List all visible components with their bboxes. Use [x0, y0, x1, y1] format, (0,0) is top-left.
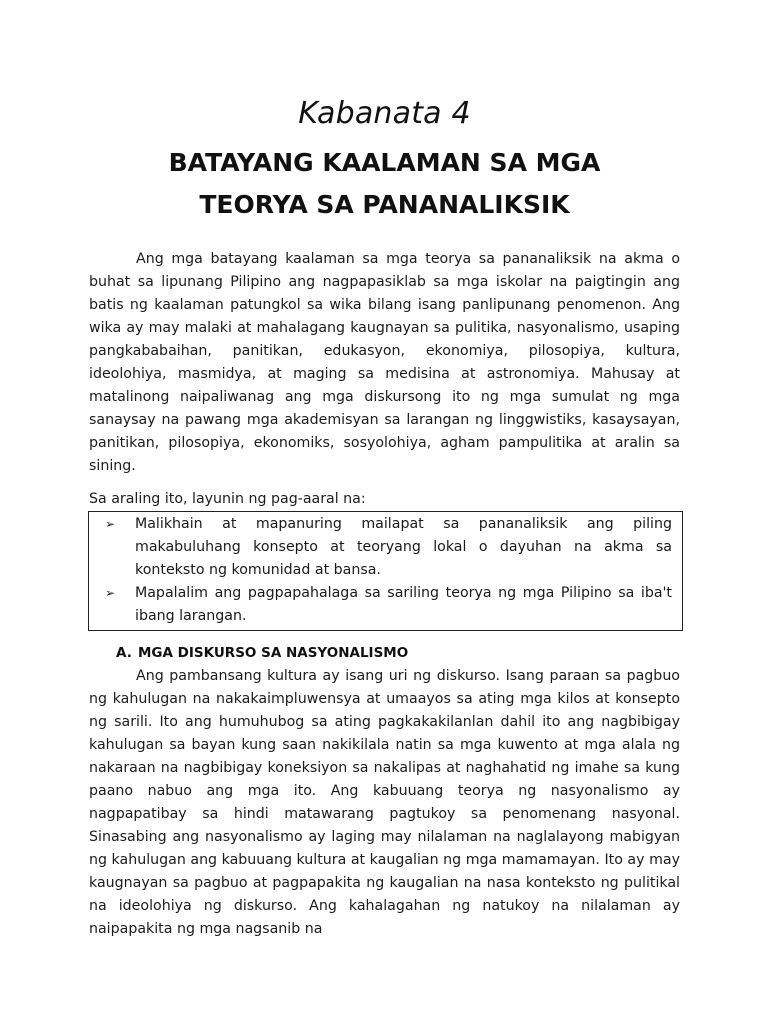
chapter-title-line-2: TEORYA SA PANANALIKSIK: [199, 190, 570, 219]
section-label: A.: [116, 645, 132, 661]
intro-paragraph: Ang mga batayang kaalaman sa mga teorya sa pananaliksik na akma o buhat sa lipunang Pilipino ang nagpapasiklab sa mga iskolar na paigtingin ang batis ng kaalaman patungkol sa wika bilang isang panlipunang penomenon. Ang wika ay may malaki at mahalagang kaugnayan sa pulitika, nasyonalismo, usaping pangkababaihan, panitikan, edukasyon, ekonomiya, pilosopiya, kultura, ideolohiya, masmidya, at maging sa medisina at astronomiya. Mahusay at matalinong naipaliwanag ang mga diskursong ito ng mga sumulat ng mga sanaysay na pawang mga akademisyan sa larangan ng linggwistiks, kasaysayan, panitikan, pilosopiya, ekonomiks, sosyolohiya, agham pampulitika at aralin sa sining.: [89, 251, 680, 474]
chapter-heading: Kabanata 4: [298, 96, 471, 131]
section-heading-text: MGA DISKURSO SA NASYONALISMO: [138, 645, 409, 661]
chapter-title: [89, 142, 680, 226]
objectives-lead: Sa araling ito, layunin ng pag-aaral na:: [89, 491, 366, 507]
objective-item: [101, 513, 672, 582]
section-heading: [116, 642, 676, 665]
objective-text: Mapalalim ang pagpapahalaga sa sariling teorya ng mga Pilipino sa iba't ibang larangan.: [135, 585, 672, 624]
arrow-bullet-icon: ➢: [105, 586, 116, 600]
objective-item: [101, 582, 672, 628]
section-body-paragraph: Ang pambansang kultura ay isang uri ng diskurso. Isang paraan sa pagbuo ng kahulugan na nakakaimpluwensya at umaayos sa ating mga kilos at konsepto ng sarili. Ito ang humuhubog sa ating pagkakakilanlan dahil ito ang nagbibigay kahulugan sa bayan kung saan nakikilala natin sa mga kuwento at mga alala ng nakaraan na nagbibigay koneksiyon sa nakalipas at naghahatid ng imahe sa kung paano nabuo ang mga ito. Ang kabuuang teorya ng nasyonalismo ay nagpapatibay sa hindi matawarang pagtukoy sa penomenang nasyonal. Sinasabing ang nasyonalismo ay laging may nilalaman na naglalayong mabigyan ng kahulugan ang kabuuang kultura at kaugalian ng mga mamamayan. Ito ay may kaugnayan sa pagbuo at pagpapakita ng kaugalian na nasa konteksto ng pulitikal na ideolohiya ng diskurso. Ang kahalagahan ng natukoy na nilalaman ay naipapakita ng mga nagsanib na: [89, 668, 680, 937]
arrow-bullet-icon: ➢: [105, 517, 116, 531]
chapter-title-line-1: BATAYANG KAALAMAN SA MGA: [168, 148, 601, 177]
objective-text: Malikhain at mapanuring mailapat sa pananaliksik ang piling makabuluhang konsepto at teoryang lokal o dayuhan na akma sa konteksto ng komunidad at bansa.: [135, 516, 672, 578]
objectives-box: [88, 511, 683, 631]
